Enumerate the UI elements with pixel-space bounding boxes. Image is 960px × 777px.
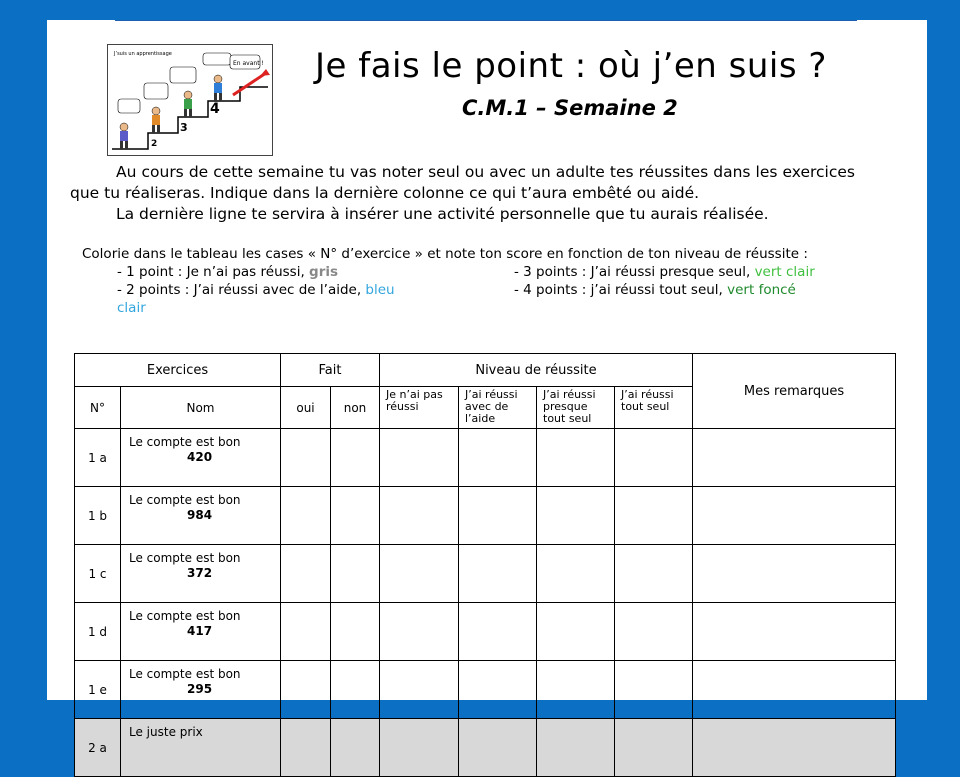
header-exercices: Exercices xyxy=(75,354,281,387)
table-row xyxy=(75,429,896,487)
page-title: Je fais le point : où j’en suis ? xyxy=(315,46,827,86)
level-1-cell[interactable] xyxy=(380,719,459,777)
exercise-name: Le compte est bon xyxy=(129,435,241,449)
exercise-target-value: 417 xyxy=(187,624,213,638)
legend-3-points: - 3 points : J’ai réussi presque seul, vert clair xyxy=(514,264,815,280)
exercise-number-cell[interactable]: 1 a xyxy=(75,429,121,487)
remarques-cell[interactable] xyxy=(693,603,896,661)
intro-paragraph-1: Au cours de cette semaine tu vas noter seul ou avec un adulte tes réussites dans les exercices que tu réaliseras. Indique dans la dernière colonne ce qui t’aura embêté ou aidé. xyxy=(70,163,855,202)
step-number: 4 xyxy=(210,101,220,117)
level-2-cell[interactable] xyxy=(459,429,537,487)
exercise-number-cell[interactable]: 1 c xyxy=(75,545,121,603)
svg-text:En avant !: En avant ! xyxy=(233,60,264,67)
table-body xyxy=(75,429,896,777)
level-2-cell[interactable] xyxy=(459,487,537,545)
exercise-target-value: 295 xyxy=(187,682,213,696)
header-remarques: Mes remarques xyxy=(693,354,896,429)
worksheet-page xyxy=(47,20,927,755)
table-header-row-1 xyxy=(75,354,896,387)
fait-non-cell[interactable] xyxy=(331,487,380,545)
remarques-cell[interactable] xyxy=(693,487,896,545)
exercise-name-cell xyxy=(121,719,281,777)
level-4-cell[interactable] xyxy=(615,719,693,777)
intro-text xyxy=(70,162,855,225)
exercise-name: Le compte est bon xyxy=(129,667,241,681)
exercise-name: Le juste prix xyxy=(129,725,203,739)
exercise-number-cell[interactable]: 2 a xyxy=(75,719,121,777)
fait-oui-cell[interactable] xyxy=(281,487,331,545)
fait-non-cell[interactable] xyxy=(331,661,380,719)
level-3-cell[interactable] xyxy=(537,545,615,603)
header-level-3: J’ai réussi presque tout seul xyxy=(537,387,615,429)
exercise-target-value: 372 xyxy=(187,566,213,580)
remarques-cell[interactable] xyxy=(693,429,896,487)
step-number: 3 xyxy=(180,121,188,134)
staircase-illustration-svg xyxy=(108,45,272,155)
table-row xyxy=(75,719,896,777)
level-1-cell[interactable] xyxy=(380,487,459,545)
header-non: non xyxy=(331,387,380,429)
level-1-cell[interactable] xyxy=(380,603,459,661)
remarques-cell[interactable] xyxy=(693,545,896,603)
level-1-cell[interactable] xyxy=(380,661,459,719)
level-4-cell[interactable] xyxy=(615,429,693,487)
header-level-4: J’ai réussi tout seul xyxy=(615,387,693,429)
figure-4 xyxy=(214,75,222,101)
level-3-cell[interactable] xyxy=(537,429,615,487)
level-2-cell[interactable] xyxy=(459,719,537,777)
exercise-name: Le compte est bon xyxy=(129,551,241,565)
level-3-cell[interactable] xyxy=(537,719,615,777)
legend-1-point: - 1 point : Je n’ai pas réussi, gris xyxy=(117,264,339,280)
header-level-2: J’ai réussi avec de l’aide xyxy=(459,387,537,429)
fait-non-cell[interactable] xyxy=(331,545,380,603)
fait-non-cell[interactable] xyxy=(331,603,380,661)
level-1-cell[interactable] xyxy=(380,429,459,487)
table-row xyxy=(75,487,896,545)
page-subtitle: C.M.1 – Semaine 2 xyxy=(462,96,678,120)
progress-table xyxy=(74,353,896,777)
exercise-target-value: 984 xyxy=(187,508,213,522)
fait-non-cell[interactable] xyxy=(331,719,380,777)
level-3-cell[interactable] xyxy=(537,487,615,545)
header-oui: oui xyxy=(281,387,331,429)
header-nom: Nom xyxy=(121,387,281,429)
header-fait: Fait xyxy=(281,354,380,387)
fait-oui-cell[interactable] xyxy=(281,603,331,661)
header-level-1: Je n’ai pas réussi xyxy=(380,387,459,429)
legend-color-vert-fonce: vert foncé xyxy=(727,282,796,298)
score-legend xyxy=(82,263,862,319)
exercise-name-cell xyxy=(121,545,281,603)
instructions xyxy=(82,245,862,319)
figure-1 xyxy=(120,123,128,149)
level-1-cell[interactable] xyxy=(380,545,459,603)
table-row xyxy=(75,661,896,719)
step-number: 2 xyxy=(151,139,158,149)
exercise-name: Le compte est bon xyxy=(129,493,241,507)
exercise-name: Le compte est bon xyxy=(129,609,241,623)
fait-oui-cell[interactable] xyxy=(281,719,331,777)
illustration-caption: J’suis un apprentissage xyxy=(114,51,172,57)
remarques-cell[interactable] xyxy=(693,661,896,719)
intro-paragraph-2: La dernière ligne te servira à insérer une activité personnelle que tu aurais réalisée. xyxy=(116,205,769,223)
level-2-cell[interactable] xyxy=(459,603,537,661)
exercise-name-cell xyxy=(121,487,281,545)
level-4-cell[interactable] xyxy=(615,661,693,719)
exercise-name-cell xyxy=(121,603,281,661)
legend-color-vert-clair: vert clair xyxy=(754,264,815,280)
legend-4-points: - 4 points : j’ai réussi tout seul, vert foncé xyxy=(514,282,796,298)
header-num: N° xyxy=(75,387,121,429)
legend-color-bleu: bleu xyxy=(365,282,395,298)
exercise-number-cell[interactable]: 1 d xyxy=(75,603,121,661)
fait-oui-cell[interactable] xyxy=(281,545,331,603)
exercise-number-cell[interactable]: 1 b xyxy=(75,487,121,545)
instructions-lead: Colorie dans le tableau les cases « N° d’exercice » et note ton score en fonction de ton niveau de réussite : xyxy=(82,246,808,262)
legend-color-gris: gris xyxy=(309,264,339,280)
legend-color-clair: clair xyxy=(117,300,146,316)
exercise-number-cell[interactable]: 1 e xyxy=(75,661,121,719)
level-4-cell[interactable] xyxy=(615,603,693,661)
fait-oui-cell[interactable] xyxy=(281,661,331,719)
remarques-cell[interactable] xyxy=(693,719,896,777)
exercise-name-cell xyxy=(121,661,281,719)
top-rule xyxy=(115,20,857,21)
legend-2-points: - 2 points : J’ai réussi avec de l’aide, bleu clair xyxy=(117,282,395,316)
level-3-cell[interactable] xyxy=(537,603,615,661)
fait-non-cell[interactable] xyxy=(331,429,380,487)
exercise-name-cell xyxy=(121,429,281,487)
table-row xyxy=(75,603,896,661)
figure-2 xyxy=(152,107,160,133)
fait-oui-cell[interactable] xyxy=(281,429,331,487)
level-3-cell[interactable] xyxy=(537,661,615,719)
exercise-target-value: 420 xyxy=(187,450,213,464)
level-2-cell[interactable] xyxy=(459,661,537,719)
level-4-cell[interactable] xyxy=(615,545,693,603)
level-2-cell[interactable] xyxy=(459,545,537,603)
header-niveau: Niveau de réussite xyxy=(380,354,693,387)
staircase-progress-illustration xyxy=(107,44,273,156)
figure-3 xyxy=(184,91,192,117)
table-row xyxy=(75,545,896,603)
level-4-cell[interactable] xyxy=(615,487,693,545)
